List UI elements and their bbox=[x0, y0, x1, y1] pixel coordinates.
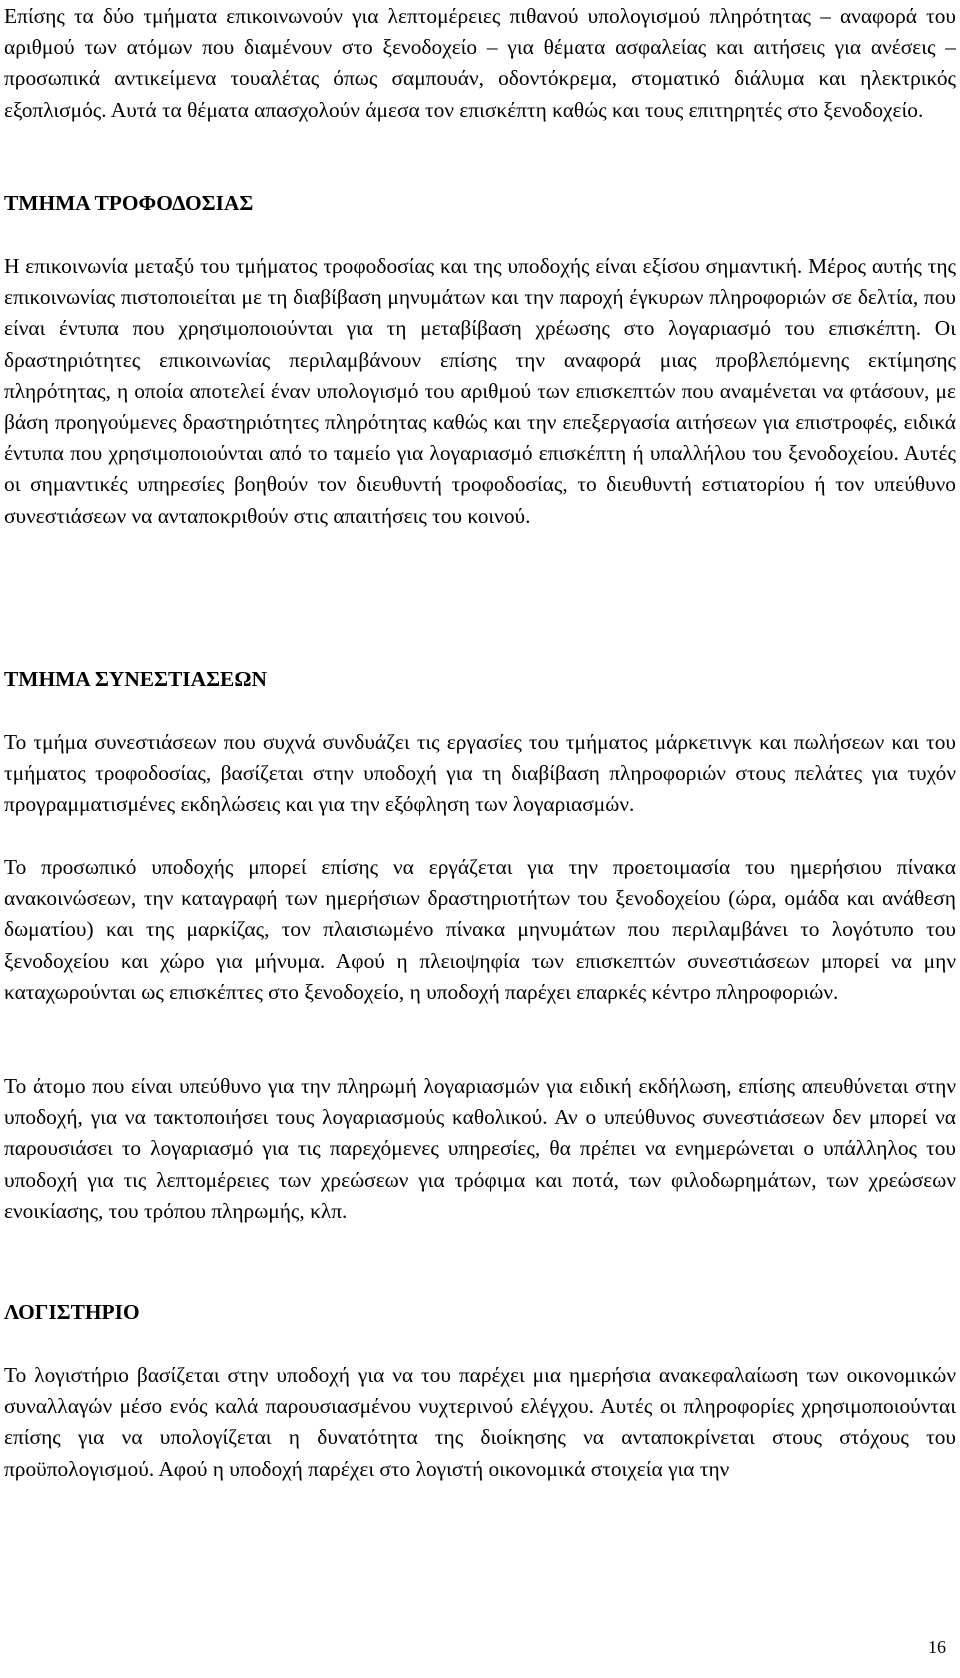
accounting-paragraph: Το λογιστήριο βασίζεται στην υποδοχή για να του παρέχει μια ημερήσια ανακεφαλαίωση των οικονομικών συναλλαγών μέσο ενός καλά παρουσιασμένου νυχτερινού ελέγχου. Αυτές οι πληροφορίες χρησιμοποιούνται επίσης για να υπολογίζεται η δυνατότητα της διοίκησης να ανταποκρίνεται στους στόχους του προϋπολογισμού. Αφού η υποδοχή παρέχει στο λογιστή οικονομικά στοιχεία για την bbox=[4, 1363, 956, 1481]
conferences-paragraph-1: Το τμήμα συνεστιάσεων που συχνά συνδυάζει τις εργασίες του τμήματος μάρκετινγκ και πωλήσεων και του τμήματος τροφοδοσίας, βασίζεται στην υποδοχή για τη διαβίβαση πληροφοριών στους πελάτες για τυχόν προγραμματισμένες εκδηλώσεις και για την εξόφληση των λογαριασμών. bbox=[4, 730, 956, 817]
section-heading-food: ΤΜΗΜΑ ΤΡΟΦΟΔΟΣΙΑΣ bbox=[4, 191, 254, 215]
conferences-paragraph-2: Το προσωπικό υποδοχής μπορεί επίσης να εργάζεται για την προετοιμασία του ημερήσιου πίνακα ανακοινώσεων, την καταγραφή των ημερήσιων δραστηριοτήτων του ξενοδοχείου (ώρα, ομάδα και ανάθεση δωματίου) και της μαρκίζας, τον πλαισιωμένο πίνακα μηνυμάτων που περιλαμβάνει το λογότυπο του ξενοδοχείου και χώρο για μήνυμα. Αφού η πλειοψηφία των επισκεπτών συνεστιάσεων μπορεί να μην καταχωρούνται ως επισκέπτες στο ξενοδοχείο, η υποδοχή παρέχει επαρκές κέντρο πληροφοριών. bbox=[4, 855, 956, 1004]
conferences-paragraph-3: Το άτομο που είναι υπεύθυνο για την πληρωμή λογαριασμών για ειδική εκδήλωση, επίσης απευθύνεται στην υποδοχή, για να τακτοποιήσει τους λογαριασμούς καθολικού. Αν ο υπεύθυνος συνεστιάσεων δεν μπορεί να παρουσιάσει το λογαριασμό για τις παρεχόμενες υπηρεσίες, θα πρέπει να ενημερώνεται ο υπάλληλος του υποδοχή για τις λεπτομέρειες των χρεώσεων για τρόφιμα και ποτά, των φιλοδωρημάτων, των χρεώσεων ενοικίασης, του τρόπου πληρωμής, κλπ. bbox=[4, 1074, 956, 1223]
intro-paragraph: Επίσης τα δύο τμήματα επικοινωνούν για λεπτομέρειες πιθανού υπολογισμού πληρότητας – αναφορά του αριθμού των ατόμων που διαμένουν στο ξενοδοχείο – για θέματα ασφαλείας και αιτήσεις για ανέσεις – προσωπικά αντικείμενα τουαλέτας όπως σαμπουάν, οδοντόκρεμα, στοματικό διάλυμα και ηλεκτρικός εξοπλισμός. Αυτά τα θέματα απασχολούν άμεσα τον επισκέπτη καθώς και τους επιτηρητές στο ξενοδοχείο. bbox=[4, 4, 956, 122]
page-number: 16 bbox=[928, 1637, 946, 1657]
food-paragraph: Η επικοινωνία μεταξύ του τμήματος τροφοδοσίας και της υποδοχής είναι εξίσου σημαντική. Μέρος αυτής της επικοινωνίας πιστοποιείται με τη διαβίβαση μηνυμάτων και την παροχή έγκυρων πληροφοριών σε δελτία, που είναι έντυπα που χρησιμοποιούνται για τη μεταβίβαση χρέωσης στο λογαριασμό του επισκέπτη. Οι δραστηριότητες επικοινωνίας περιλαμβάνουν επίσης την αναφορά μιας προβλεπόμενης εκτίμησης πληρότητας, η οποία αποτελεί έναν υπολογισμό του αριθμού των επισκεπτών που αναμένεται να φτάσουν, με βάση προηγούμενες δραστηριότητες πληρότητας καθώς και την επεξεργασία αιτήσεων για επιστροφές, ειδικά έντυπα που χρησιμοποιούνται από το ταμείο για λογαριασμό επισκέπτη ή υπαλλήλου του ξενοδοχείου. Αυτές οι σημαντικές υπηρεσίες βοηθούν τον διευθυντή τροφοδοσίας, το διευθυντή εστιατορίου ή τον υπεύθυνο συνεστιάσεων να ανταποκριθούν στις απαιτήσεις του κοινού. bbox=[4, 254, 956, 528]
section-heading-accounting: ΛΟΓΙΣΤΗΡΙΟ bbox=[4, 1300, 140, 1324]
section-heading-conferences: ΤΜΗΜΑ ΣΥΝΕΣΤΙΑΣΕΩΝ bbox=[4, 667, 267, 691]
